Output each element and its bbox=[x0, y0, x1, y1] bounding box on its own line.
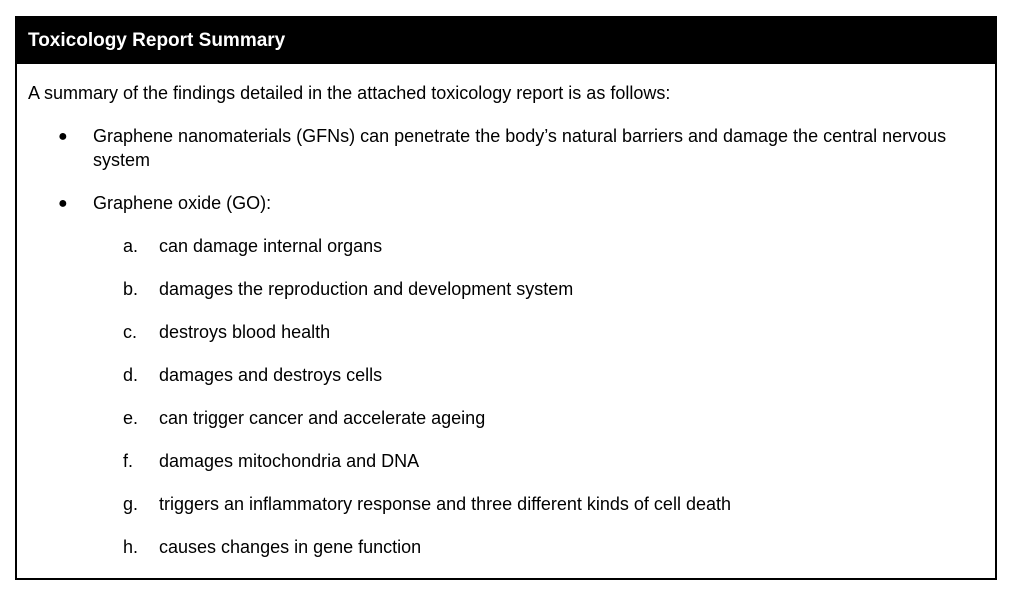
bullet-marker: ● bbox=[58, 195, 68, 212]
sub-item-marker: e. bbox=[123, 408, 139, 428]
intro-text: A summary of the findings detailed in the attached toxicology report is as follows: bbox=[28, 83, 671, 103]
bullet-item: Graphene oxide (GO): bbox=[93, 193, 272, 213]
sub-item: damages mitochondria and DNA bbox=[159, 451, 420, 471]
sub-item-marker: a. bbox=[123, 236, 139, 256]
sub-item: can trigger cancer and accelerate ageing bbox=[159, 408, 486, 428]
report-title: Toxicology Report Summary bbox=[17, 18, 995, 64]
bullet-item: Graphene nanomaterials (GFNs) can penetrate the body’s natural barriers and damage the central nervous system bbox=[93, 126, 947, 170]
bullet-marker: ● bbox=[58, 128, 68, 145]
sub-item: can damage internal organs bbox=[159, 236, 383, 256]
sub-item: damages the reproduction and development system bbox=[159, 279, 574, 299]
sub-item: triggers an inflammatory response and three different kinds of cell death bbox=[159, 494, 731, 514]
sub-item-marker: d. bbox=[123, 365, 139, 385]
sub-item-marker: b. bbox=[123, 279, 139, 299]
report-summary-box bbox=[15, 16, 997, 580]
sub-item-marker: f. bbox=[123, 451, 134, 471]
sub-item-marker: h. bbox=[123, 537, 139, 557]
sub-item-marker: c. bbox=[123, 322, 138, 342]
sub-item-marker: g. bbox=[123, 494, 139, 514]
sub-item: destroys blood health bbox=[159, 322, 331, 342]
sub-item: causes changes in gene function bbox=[159, 537, 422, 557]
sub-item: damages and destroys cells bbox=[159, 365, 383, 385]
